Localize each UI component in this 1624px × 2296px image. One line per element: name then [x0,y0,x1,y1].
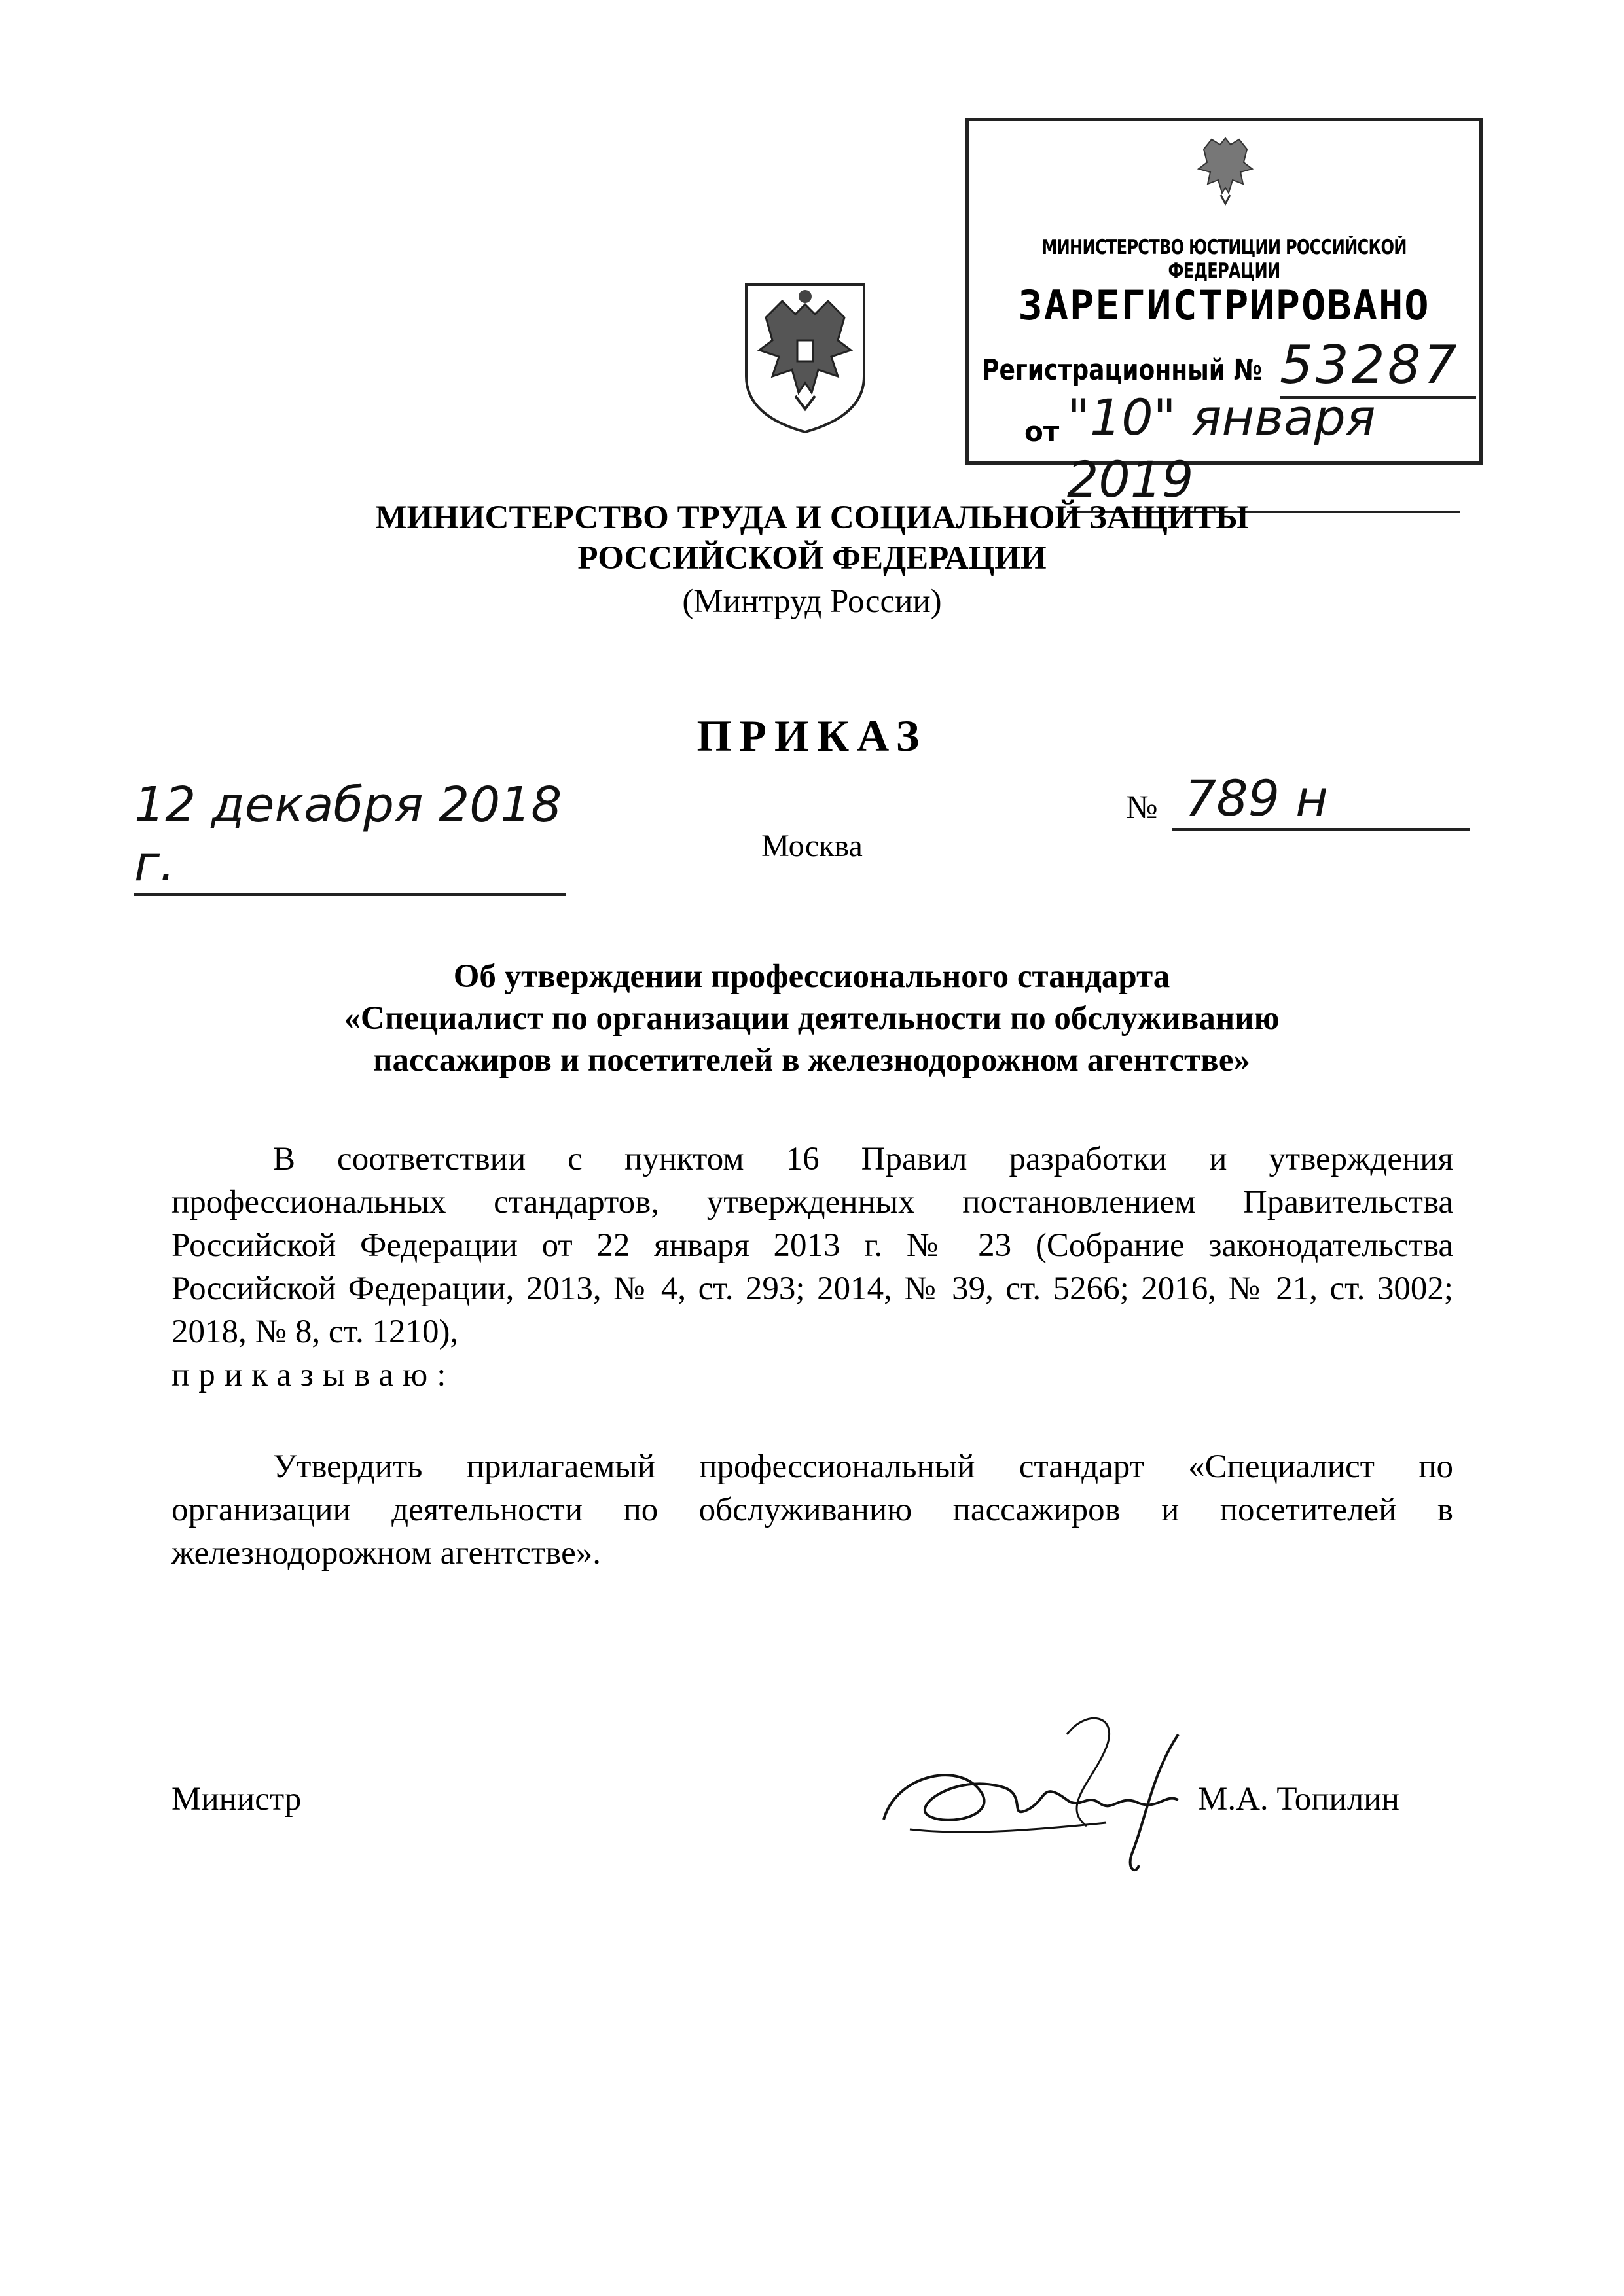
stamp-regnum-value: 53287 [1280,334,1476,399]
order-word: приказываю: [171,1357,456,1393]
body-paragraph-2: Утвердить прилагаемый профессиональный стандарт «Специалист по организации деятельности по обслуживанию пассажиров и посетителей в железнодорожном агентстве». [171,1448,1453,1571]
stamp-regnum-label: Регистрационный № [982,353,1263,387]
ministry-short-name: (Минтруд России) [682,583,942,620]
document-title: ПРИКАЗ [696,711,928,761]
subject-line2: «Специалист по организации деятельности по обслуживанию [344,1000,1280,1037]
ministry-name-line1: МИНИСТЕРСТВО ТРУДА И СОЦИАЛЬНОЙ ЗАЩИТЫ [375,499,1249,536]
coat-of-arms-emblem [740,278,871,435]
stamp-date-label: от [1024,416,1060,448]
stamp-ministry-name: МИНИСТЕРСТВО ЮСТИЦИИ РОССИЙСКОЙ ФЕДЕРАЦИИ [1041,236,1407,283]
order-number-sign: № [1126,789,1158,826]
order-number: 789 н [1172,769,1470,831]
stamp-date-value: "10" января 2019 [1067,386,1460,513]
handwritten-signature [871,1695,1237,1885]
order-date: 12 декабря 2018 г. [134,776,566,896]
city: Москва [761,829,863,863]
body-paragraph-1-text: В соответствии с пунктом 16 Правил разработки и утверждения профессиональных стандартов, утвержденных постановлением Правительства Российской Федерации от 22 января 2013 г. № 23 (Собрание законодательства Российской Федерации, 2013, № 4, ст. 293; 2014, № 39, ст. 5266; 2016, № 21, ст. 3002; 2018, № 8, ст. 1210), [171,1141,1453,1350]
registration-stamp [965,118,1483,509]
subject-line3: пассажиров и посетителей в железнодорожном агентстве» [373,1042,1250,1079]
subject-line1: Об утверждении профессионального стандарта [453,958,1170,995]
stamp-registered-label: ЗАРЕГИСТРИРОВАНО [1018,281,1430,329]
stamp-emblem [1195,133,1257,208]
body-paragraph-1 [171,1138,1453,1397]
signer-name: М.А. Топилин [1198,1781,1399,1818]
signer-position: Министр [171,1781,302,1818]
order-subject [196,956,1427,1081]
ministry-name-line2: РОССИЙСКОЙ ФЕДЕРАЦИИ [577,540,1047,577]
